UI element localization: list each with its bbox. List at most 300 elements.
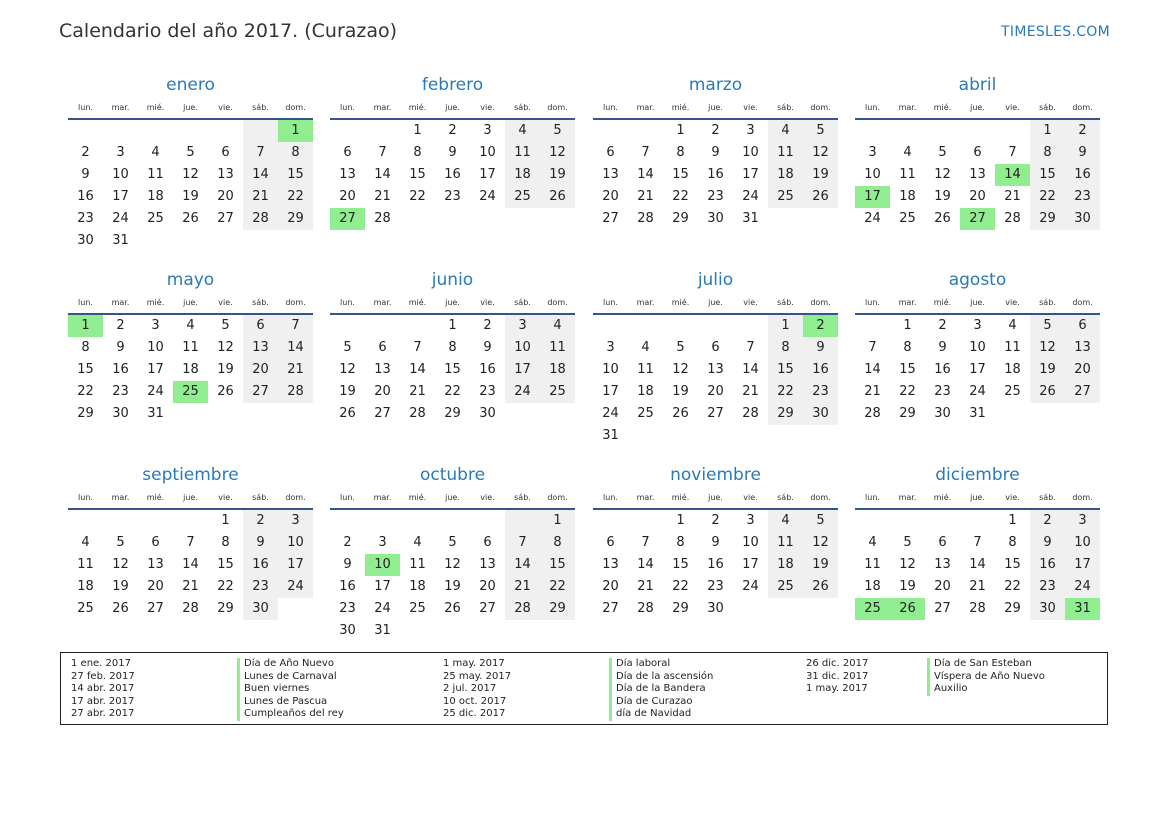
day-cell: 1 (221, 513, 230, 528)
holiday-name: Día laboral (609, 658, 713, 671)
empty-cell (733, 315, 768, 337)
month-junio (330, 269, 575, 425)
day-cell: 9 (243, 532, 278, 554)
day-cell: 27 (934, 601, 951, 616)
holiday-date: 31 dic. 2017 (806, 670, 869, 682)
day-cell: 10 (147, 340, 164, 355)
day-cell: 30 (803, 403, 838, 425)
weekday-label: lun. (603, 103, 618, 112)
weekday-label: sáb. (252, 493, 269, 502)
day-cell: 2 (343, 535, 352, 550)
month-julio (593, 269, 838, 447)
day-cell: 24 (147, 384, 164, 399)
day-cell: 16 (339, 579, 356, 594)
day-cell: 12 (182, 167, 199, 182)
day-cell: 24 (112, 211, 129, 226)
day-cell: 26 (890, 598, 925, 620)
day-cell: 3 (378, 535, 387, 550)
month-title: enero (166, 75, 215, 95)
weekday-header (855, 102, 1100, 120)
empty-cell (278, 230, 313, 252)
day-cell: 21 (243, 186, 278, 208)
holiday-date: 27 feb. 2017 (71, 670, 135, 682)
day-cell: 16 (1030, 554, 1065, 576)
day-cell: 2 (1065, 120, 1100, 142)
day-cell: 15 (540, 554, 575, 576)
month-title: abril (958, 75, 997, 95)
day-cell: 4 (903, 145, 912, 160)
day-cell: 27 (243, 381, 278, 403)
day-cell: 29 (1004, 601, 1021, 616)
weekday-label: lun. (865, 103, 880, 112)
holiday-name: día de Navidad (609, 708, 713, 721)
day-cell: 6 (378, 340, 387, 355)
day-cell: 19 (899, 579, 916, 594)
day-cell: 7 (641, 535, 650, 550)
empty-cell (698, 315, 733, 337)
month-days (855, 315, 1100, 425)
weekday-label: jue. (445, 493, 460, 502)
empty-cell (243, 403, 278, 425)
weekday-label: dom. (1072, 298, 1093, 307)
empty-cell (1030, 403, 1065, 425)
day-cell: 16 (1065, 164, 1100, 186)
day-cell: 2 (116, 318, 125, 333)
day-cell: 23 (934, 384, 951, 399)
weekday-label: sáb. (252, 103, 269, 112)
day-cell: 27 (707, 406, 724, 421)
holiday-date: 26 dic. 2017 (806, 658, 869, 669)
day-cell: 26 (803, 576, 838, 598)
month-title: noviembre (670, 465, 761, 485)
weekday-label: dom. (810, 298, 831, 307)
day-cell: 1 (903, 318, 912, 333)
day-cell: 1 (413, 123, 422, 138)
month-days (330, 510, 575, 642)
day-cell: 1 (676, 513, 685, 528)
day-cell: 18 (768, 554, 803, 576)
holiday-name: Cumpleaños del rey (237, 708, 344, 721)
weekday-label: jue. (445, 103, 460, 112)
weekday-label: vie. (743, 493, 758, 502)
day-cell: 24 (374, 601, 391, 616)
day-cell: 25 (768, 576, 803, 598)
day-cell: 27 (479, 601, 496, 616)
day-cell: 14 (278, 337, 313, 359)
holiday-name: Auxilio (927, 683, 1045, 696)
day-cell: 21 (182, 579, 199, 594)
weekday-label: mar. (636, 493, 655, 502)
day-cell: 8 (1008, 535, 1017, 550)
day-cell: 24 (742, 189, 759, 204)
weekday-label: sáb. (777, 493, 794, 502)
weekday-label: mié. (671, 493, 690, 502)
day-cell: 12 (934, 167, 951, 182)
day-cell: 1 (676, 123, 685, 138)
day-cell: 16 (707, 557, 724, 572)
day-cell: 18 (540, 359, 575, 381)
day-cell: 16 (77, 189, 94, 204)
weekday-label: jue. (708, 493, 723, 502)
day-cell: 16 (243, 554, 278, 576)
empty-cell (400, 620, 435, 642)
day-cell: 3 (606, 340, 615, 355)
weekday-label: jue. (708, 298, 723, 307)
day-cell: 23 (1065, 186, 1100, 208)
weekday-label: lun. (78, 298, 93, 307)
holiday-name: Día de la Bandera (609, 683, 713, 696)
day-cell: 6 (938, 535, 947, 550)
day-cell: 20 (147, 579, 164, 594)
empty-cell (330, 315, 365, 337)
month-days (68, 510, 313, 620)
month-title: agosto (948, 270, 1007, 290)
day-cell: 23 (1030, 576, 1065, 598)
day-cell: 18 (637, 384, 654, 399)
day-cell: 13 (243, 337, 278, 359)
day-cell: 23 (803, 381, 838, 403)
day-cell: 25 (147, 211, 164, 226)
empty-cell (593, 315, 628, 337)
day-cell: 21 (374, 189, 391, 204)
day-cell: 11 (768, 142, 803, 164)
day-cell: 25 (77, 601, 94, 616)
empty-cell (925, 120, 960, 142)
empty-cell (628, 425, 663, 447)
weekday-header (68, 492, 313, 510)
day-cell: 2 (711, 513, 720, 528)
day-cell: 24 (864, 211, 881, 226)
day-cell: 29 (217, 601, 234, 616)
holiday-date: 14 abr. 2017 (71, 683, 135, 694)
empty-cell (803, 425, 838, 447)
day-cell: 16 (112, 362, 129, 377)
day-cell: 9 (711, 535, 720, 550)
empty-cell (470, 510, 505, 532)
day-cell: 12 (803, 532, 838, 554)
day-cell: 5 (938, 145, 947, 160)
month-diciembre (855, 464, 1100, 620)
weekday-label: dom. (547, 103, 568, 112)
day-cell: 3 (746, 513, 755, 528)
day-cell: 1 (768, 315, 803, 337)
month-septiembre (68, 464, 313, 620)
weekday-label: jue. (183, 493, 198, 502)
day-cell: 18 (768, 164, 803, 186)
day-cell: 20 (1065, 359, 1100, 381)
weekday-label: vie. (218, 493, 233, 502)
day-cell: 28 (505, 598, 540, 620)
day-cell: 3 (278, 510, 313, 532)
day-cell: 31 (374, 623, 391, 638)
month-title: junio (431, 270, 474, 290)
day-cell: 4 (505, 120, 540, 142)
day-cell: 29 (444, 406, 461, 421)
day-cell: 9 (81, 167, 90, 182)
weekday-header (593, 102, 838, 120)
day-cell: 7 (505, 532, 540, 554)
day-cell: 14 (864, 362, 881, 377)
day-cell: 25 (768, 186, 803, 208)
weekday-label: vie. (480, 493, 495, 502)
month-marzo (593, 74, 838, 230)
empty-cell (365, 120, 400, 142)
weekday-label: dom. (810, 493, 831, 502)
weekday-label: jue. (970, 493, 985, 502)
legend-dates (806, 658, 868, 696)
holiday-date: 27 abr. 2017 (71, 708, 135, 719)
weekday-label: mié. (408, 298, 427, 307)
day-cell: 10 (602, 362, 619, 377)
day-cell: 8 (676, 535, 685, 550)
empty-cell (470, 208, 505, 230)
weekday-label: sáb. (252, 298, 269, 307)
weekday-label: jue. (183, 103, 198, 112)
day-cell: 21 (637, 189, 654, 204)
weekday-label: mié. (146, 493, 165, 502)
day-cell: 13 (707, 362, 724, 377)
day-cell: 16 (707, 167, 724, 182)
empty-cell (593, 510, 628, 532)
weekday-label: jue. (183, 298, 198, 307)
day-cell: 13 (374, 362, 391, 377)
weekday-header (593, 492, 838, 510)
day-cell: 12 (899, 557, 916, 572)
empty-cell (278, 403, 313, 425)
empty-cell (400, 315, 435, 337)
weekday-header (855, 297, 1100, 315)
day-cell: 29 (672, 601, 689, 616)
day-cell: 30 (1030, 598, 1065, 620)
empty-cell (330, 510, 365, 532)
day-cell: 21 (742, 384, 759, 399)
day-cell: 5 (221, 318, 230, 333)
day-cell: 24 (479, 189, 496, 204)
day-cell: 14 (742, 362, 759, 377)
weekday-label: mié. (146, 298, 165, 307)
weekday-label: vie. (218, 103, 233, 112)
day-cell: 24 (505, 381, 540, 403)
weekday-label: vie. (743, 298, 758, 307)
day-cell: 4 (768, 510, 803, 532)
day-cell: 18 (182, 362, 199, 377)
empty-cell (995, 403, 1030, 425)
day-cell: 25 (899, 211, 916, 226)
empty-cell (768, 425, 803, 447)
day-cell: 11 (1004, 340, 1021, 355)
day-cell: 22 (899, 384, 916, 399)
day-cell: 19 (672, 384, 689, 399)
day-cell: 7 (243, 142, 278, 164)
day-cell: 4 (81, 535, 90, 550)
empty-cell (768, 208, 803, 230)
day-cell: 9 (483, 340, 492, 355)
holiday-date: 1 ene. 2017 (71, 658, 131, 669)
weekday-label: vie. (218, 298, 233, 307)
day-cell: 22 (672, 189, 689, 204)
day-cell: 19 (217, 362, 234, 377)
month-days (68, 120, 313, 252)
day-cell: 21 (1004, 189, 1021, 204)
day-cell: 26 (112, 601, 129, 616)
day-cell: 3 (505, 315, 540, 337)
day-cell: 1 (448, 318, 457, 333)
month-abril (855, 74, 1100, 230)
day-cell: 31 (147, 406, 164, 421)
empty-cell (138, 230, 173, 252)
day-cell: 6 (711, 340, 720, 355)
day-cell: 11 (864, 557, 881, 572)
day-cell: 13 (934, 557, 951, 572)
empty-cell (505, 403, 540, 425)
holiday-name: Día de la ascensión (609, 671, 713, 684)
day-cell: 7 (641, 145, 650, 160)
empty-cell (400, 208, 435, 230)
holiday-name: Lunes de Pascua (237, 696, 344, 709)
day-cell: 31 (742, 211, 759, 226)
day-cell: 27 (374, 406, 391, 421)
weekday-label: jue. (970, 298, 985, 307)
day-cell: 17 (742, 167, 759, 182)
day-cell: 27 (1065, 381, 1100, 403)
day-cell: 16 (803, 359, 838, 381)
day-cell: 17 (112, 189, 129, 204)
day-cell: 28 (637, 601, 654, 616)
weekday-label: mar. (636, 298, 655, 307)
empty-cell (68, 120, 103, 142)
day-cell: 25 (540, 381, 575, 403)
page-title: Calendario del año 2017. (Curazao) (59, 20, 398, 42)
empty-cell (243, 120, 278, 142)
empty-cell (855, 510, 890, 532)
empty-cell (733, 598, 768, 620)
month-title: octubre (419, 465, 486, 485)
day-cell: 8 (81, 340, 90, 355)
day-cell: 21 (864, 384, 881, 399)
weekday-label: lun. (340, 103, 355, 112)
empty-cell (208, 230, 243, 252)
weekday-label: lun. (340, 493, 355, 502)
empty-cell (960, 510, 995, 532)
weekday-label: dom. (547, 298, 568, 307)
day-cell: 10 (969, 340, 986, 355)
day-cell: 27 (217, 211, 234, 226)
weekday-label: mié. (408, 103, 427, 112)
empty-cell (628, 510, 663, 532)
day-cell: 12 (1030, 337, 1065, 359)
day-cell: 3 (151, 318, 160, 333)
day-cell: 26 (934, 211, 951, 226)
empty-cell (138, 510, 173, 532)
day-cell: 12 (217, 340, 234, 355)
day-cell: 20 (243, 359, 278, 381)
day-cell: 28 (278, 381, 313, 403)
day-cell: 4 (540, 315, 575, 337)
month-days (855, 510, 1100, 620)
day-cell: 10 (365, 554, 400, 576)
day-cell: 5 (676, 340, 685, 355)
site-link[interactable]: TIMESLES.COM (1001, 24, 1110, 40)
day-cell: 1 (540, 510, 575, 532)
empty-cell (890, 510, 925, 532)
day-cell: 5 (116, 535, 125, 550)
day-cell: 7 (186, 535, 195, 550)
month-title: marzo (688, 75, 743, 95)
day-cell: 22 (1004, 579, 1021, 594)
day-cell: 11 (147, 167, 164, 182)
day-cell: 19 (444, 579, 461, 594)
day-cell: 11 (899, 167, 916, 182)
day-cell: 24 (1065, 576, 1100, 598)
holiday-name: Víspera de Año Nuevo (927, 671, 1045, 684)
day-cell: 5 (803, 510, 838, 532)
day-cell: 5 (186, 145, 195, 160)
day-cell: 4 (641, 340, 650, 355)
day-cell: 19 (1030, 359, 1065, 381)
holiday-name: Buen viernes (237, 683, 344, 696)
empty-cell (173, 120, 208, 142)
legend-dates (71, 658, 135, 721)
empty-cell (365, 510, 400, 532)
day-cell: 6 (1065, 315, 1100, 337)
weekday-header (68, 102, 313, 120)
day-cell: 31 (112, 233, 129, 248)
day-cell: 12 (444, 557, 461, 572)
day-cell: 17 (278, 554, 313, 576)
day-cell: 25 (1004, 384, 1021, 399)
month-days (68, 315, 313, 425)
weekday-label: mar. (111, 493, 130, 502)
day-cell: 25 (855, 598, 890, 620)
legend-names (237, 658, 344, 721)
day-cell: 14 (182, 557, 199, 572)
month-noviembre (593, 464, 838, 620)
weekday-label: mié. (933, 103, 952, 112)
day-cell: 23 (707, 189, 724, 204)
empty-cell (208, 120, 243, 142)
weekday-label: mar. (898, 493, 917, 502)
day-cell: 12 (803, 142, 838, 164)
day-cell: 15 (1004, 557, 1021, 572)
day-cell: 22 (217, 579, 234, 594)
day-cell: 14 (374, 167, 391, 182)
day-cell: 13 (147, 557, 164, 572)
weekday-label: vie. (1005, 298, 1020, 307)
day-cell: 29 (1030, 208, 1065, 230)
weekday-header (330, 297, 575, 315)
day-cell: 24 (602, 406, 619, 421)
legend-dates (443, 658, 511, 721)
day-cell: 7 (378, 145, 387, 160)
weekday-label: vie. (480, 298, 495, 307)
weekday-label: lun. (603, 493, 618, 502)
day-cell: 9 (938, 340, 947, 355)
weekday-label: dom. (285, 298, 306, 307)
empty-cell (890, 120, 925, 142)
day-cell: 6 (221, 145, 230, 160)
legend-names (927, 658, 1045, 696)
day-cell: 30 (707, 211, 724, 226)
day-cell: 12 (339, 362, 356, 377)
weekday-label: mar. (898, 103, 917, 112)
day-cell: 8 (1030, 142, 1065, 164)
day-cell: 14 (637, 557, 654, 572)
holiday-name: Día de Curazao (609, 696, 713, 709)
weekday-label: jue. (708, 103, 723, 112)
day-cell: 24 (742, 579, 759, 594)
legend-names (609, 658, 713, 721)
weekday-label: dom. (1072, 493, 1093, 502)
